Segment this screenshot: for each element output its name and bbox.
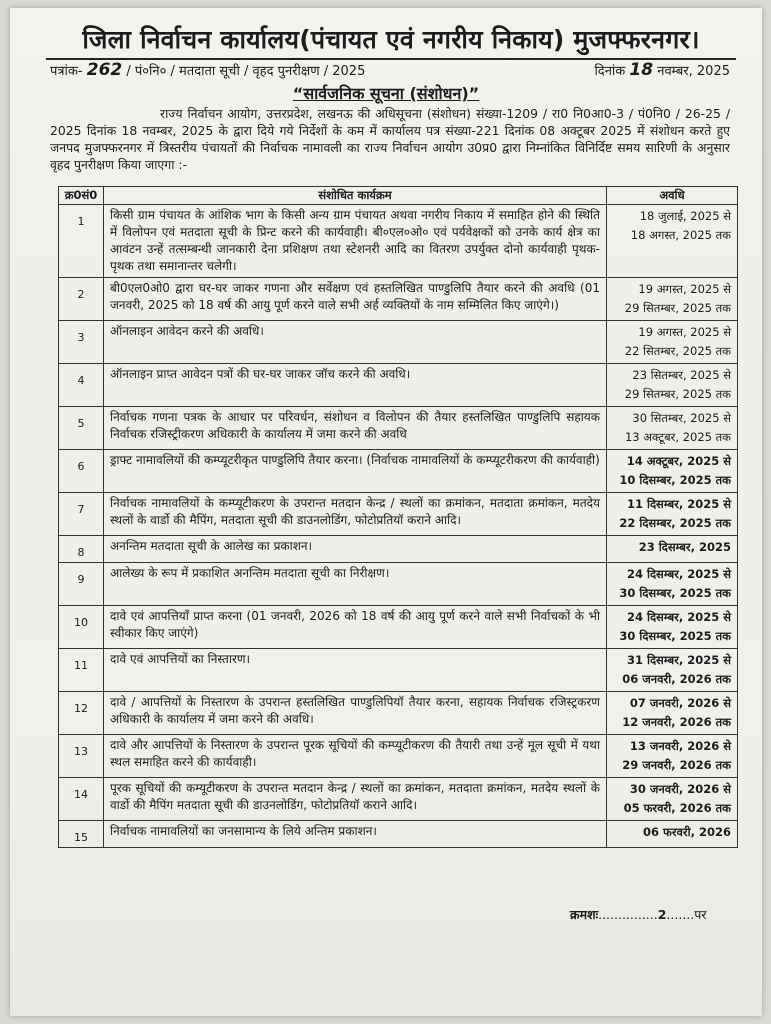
ref-prefix: पत्रांक- [50,64,83,79]
period-to: 06 जनवरी, 2026 तक [622,672,731,686]
period-to: 05 फरवरी, 2026 तक [623,801,731,815]
period-to: 30 दिसम्बर, 2025 तक [619,629,731,643]
row-program: निर्वाचक नामावलियों का जनसामान्य के लिये अन्तिम प्रकाशन। [104,821,607,848]
date-handwritten-day: 18 [629,60,654,80]
ref-handwritten-number: 262 [86,60,123,80]
schedule-body [59,205,738,848]
row-serial: 9 [59,563,104,606]
table-row [59,821,738,848]
table-row [59,205,738,278]
table-header-row [59,187,738,205]
header-program: संशोधित कार्यक्रम [104,187,607,205]
row-period [607,649,738,692]
notice-heading: “सार्वजनिक सूचना (संशोधन)” [292,84,480,103]
office-title: जिला निर्वाचन कार्यालय(पंचायत एवं नगरीय निकाय) मुजफ्फरनगर। [46,22,736,60]
period-from: 30 जनवरी, 2026 से [629,782,731,796]
table-row [59,493,738,536]
table-row [59,364,738,407]
row-program: दावे / आपत्तियों के निस्तारण के उपरान्त हस्तलिखित पाण्डुलिपियॉ तैयार करना, सहायक निर्वाचक रजिस्ट्रकरण अधिकारी के कार्यालय में जमा करने की अवधि। [104,692,607,735]
period-from: 06 फरवरी, 2026 [642,825,731,839]
row-program: निर्वाचक नामावलियों के कम्प्यूटीकरण के उपरान्त मतदान केन्द्र / स्थलों का क्रमांकन, मतदाता क्रमांकन, मतदेय स्थलों के वार्डो की मैपिंग, मतदाता सूची की डाउनलोडिंग, फोटोप्रतियॉ कराने आदि। [104,493,607,536]
row-serial: 10 [59,606,104,649]
period-from: 24 दिसम्बर, 2025 से [626,567,731,581]
row-period [607,493,738,536]
row-program: ड्राफ्ट नामावलियों की कम्प्यूटरीकृत पाण्डुलिपि तैयार करना। (निर्वाचक नामावलियों के कम्प्यूटरीकरण की कार्यवाही) [104,450,607,493]
intro-paragraph [50,105,730,173]
period-to: 18 अगस्त, 2025 तक [630,228,731,242]
row-program: बी0एल0ओ0 द्वारा घर-घर जाकर गणना और सर्वेक्षण एवं हस्तलिखित पाण्डुलिपि तैयार करने की अवधि (01 जनवरी, 2025 को 18 वर्ष की आयु पूर्ण करने वाले सभी अर्ह व्यक्तियों के नाम सम्मिलित किए जाएंगे।) [104,278,607,321]
period-from: 14 अक्टूबर, 2025 से [626,454,731,468]
table-row [59,735,738,778]
period-to: 30 दिसम्बर, 2025 तक [619,586,731,600]
table-row [59,278,738,321]
row-period [607,563,738,606]
row-period [607,606,738,649]
continued-note [570,906,706,923]
period-from: 18 जुलाई, 2025 से [639,209,731,223]
row-serial: 2 [59,278,104,321]
row-program: किसी ग्राम पंचायत के आंशिक भाग के किसी अन्य ग्राम पंचायत अथवा नगरीय निकाय में समाहित होने की स्थिति में विलोपन एवं मतदाता सूची के प्रिन्ट करने की कार्यवाही। बी०एल०ओ० एवं पर्यवेक्षकों को उनके कार्य क्षेत्र का आवंटन उन्हें तत्सम्बन्धी जानकारी देना प्रशिक्षण तथा स्टेशनरी आदि का वितरण उपर्युक्त दोनो कार्यवाही पृथक-पृथक तथा समानान्तर चलेगी। [104,205,607,278]
reference-number [50,60,365,80]
row-program: आलेख्य के रूप में प्रकाशित अनन्तिम मतदाता सूची का निरीक्षण। [104,563,607,606]
row-program: दावे एवं आपत्तियों का निस्तारण। [104,649,607,692]
row-period [607,364,738,407]
row-serial: 14 [59,778,104,821]
schedule-table [58,186,738,848]
document-page [10,8,762,1016]
table-row [59,321,738,364]
row-period [607,735,738,778]
date-prefix: दिनांक [594,64,626,79]
row-serial: 15 [59,821,104,848]
period-to: 29 सितम्बर, 2025 तक [624,387,731,401]
period-from: 13 जनवरी, 2026 से [629,739,731,753]
period-to: 29 सितम्बर, 2025 तक [624,301,731,315]
row-program: दावे एवं आपत्तियाँ प्राप्त करना (01 जनवरी, 2026 को 18 वर्ष की आयु पूर्ण करने वाले सभी निर्वाचकों के भी स्वीकार किए जाएंगे) [104,606,607,649]
row-period [607,821,738,848]
row-program: अनन्तिम मतदाता सूची के आलेख का प्रकाशन। [104,536,607,563]
row-program: ऑनलाइन आवेदन करने की अवधि। [104,321,607,364]
row-program: दावे और आपत्तियों के निस्तारण के उपरान्त पूरक सूचियों की कम्प्यूटीकरण की तैयारी तथा उन्हें मूल सूची में यथा स्थल समाहित करने की कार्यवाही। [104,735,607,778]
row-program: निर्वाचक गणना पत्रक के आधार पर परिवर्धन, संशोधन व विलोपन की तैयार हस्तलिखित पाण्डुलिपि सहायक निर्वाचक रजिस्ट्रीकरण अधिकारी के कार्यालय में जमा करने की अवधि [104,407,607,450]
row-period [607,205,738,278]
table-row [59,563,738,606]
period-from: 19 अगस्त, 2025 से [638,282,731,296]
row-period [607,692,738,735]
row-period [607,450,738,493]
period-to: 13 अक्टूबर, 2025 तक [624,430,731,444]
row-serial: 5 [59,407,104,450]
period-from: 24 दिसम्बर, 2025 से [626,610,731,624]
period-from: 11 दिसम्बर, 2025 से [626,497,731,511]
table-row [59,450,738,493]
row-program: पूरक सूचियों की कम्यूटीकरण के उपरान्त मतदान केन्द्र / स्थलों का क्रमांकन, मतदाता क्रमांकन, मतदेय स्थलों के वार्डो की मैपिंग मतदाता सूची की डाउनलोडिंग, फोटोप्रतियॉ कराने आदि। [104,778,607,821]
table-row [59,692,738,735]
header-serial: क्र0सं0 [59,187,104,205]
table-row [59,778,738,821]
period-from: 07 जनवरी, 2026 से [629,696,731,710]
table-row [59,536,738,563]
row-serial: 13 [59,735,104,778]
row-serial: 7 [59,493,104,536]
ref-suffix: / पं०नि० / मतदाता सूची / वृहद पुनरीक्षण / 2025 [126,64,366,79]
period-from: 23 दिसम्बर, 2025 [638,540,731,554]
period-from: 23 सितम्बर, 2025 से [632,368,731,382]
date-rest: नवम्बर, 2025 [657,64,730,79]
row-serial: 6 [59,450,104,493]
header-period: अवधि [607,187,738,205]
table-row [59,649,738,692]
period-to: 22 दिसम्बर, 2025 तक [619,516,731,530]
row-serial: 11 [59,649,104,692]
row-period [607,321,738,364]
period-from: 19 अगस्त, 2025 से [638,325,731,339]
row-serial: 12 [59,692,104,735]
table-row [59,606,738,649]
row-serial: 3 [59,321,104,364]
continued-page: 2 [657,907,667,922]
period-to: 12 जनवरी, 2026 तक [622,715,731,729]
reference-line [50,58,740,80]
continued-label: क्रमशः [570,907,599,922]
period-to: 10 दिसम्बर, 2025 तक [619,473,731,487]
table-row [59,407,738,450]
row-serial: 1 [59,205,104,278]
intro-text: राज्य निर्वाचन आयोग, उत्तरप्रदेश, लखनऊ की अधिसूचना (संशोधन) संख्या-1209 / रा0 नि0आ0-3 / पं0नि0 / 26-25 / 2025 दिनांक 18 नवम्बर, 2025 के द्वारा दिये गये निर्देशों के कम में कार्यालय पत्र संख्या-221 दिनांक 08 अक्टूबर 2025 में संशोधन करते हुए जनपद मुजफ्फरनगर में त्रिस्तरीय पंचायतों की निर्वाचक नामावली का राज्य निर्वाचन आयोग उ0प्र0 द्वारा निम्नांकित विनिर्दिष्ट समय सारिणी के अनुसार वृहद पुनरीक्षण किया जाएगा :- [50,106,730,172]
row-serial: 4 [59,364,104,407]
continued-dots: ............... [598,907,658,922]
period-from: 31 दिसम्बर, 2025 से [626,653,731,667]
period-to: 29 जनवरी, 2026 तक [622,758,731,772]
row-program: ऑनलाइन प्राप्त आवेदन पत्रों की घर-घर जाकर जॉच करने की अवधि। [104,364,607,407]
row-period [607,536,738,563]
row-serial: 8 [59,536,104,563]
row-period [607,407,738,450]
period-to: 22 सितम्बर, 2025 तक [624,344,731,358]
row-period [607,778,738,821]
continued-suffix: .......पर [666,907,707,922]
period-from: 30 सितम्बर, 2025 से [632,411,731,425]
reference-date [594,60,730,80]
row-period [607,278,738,321]
